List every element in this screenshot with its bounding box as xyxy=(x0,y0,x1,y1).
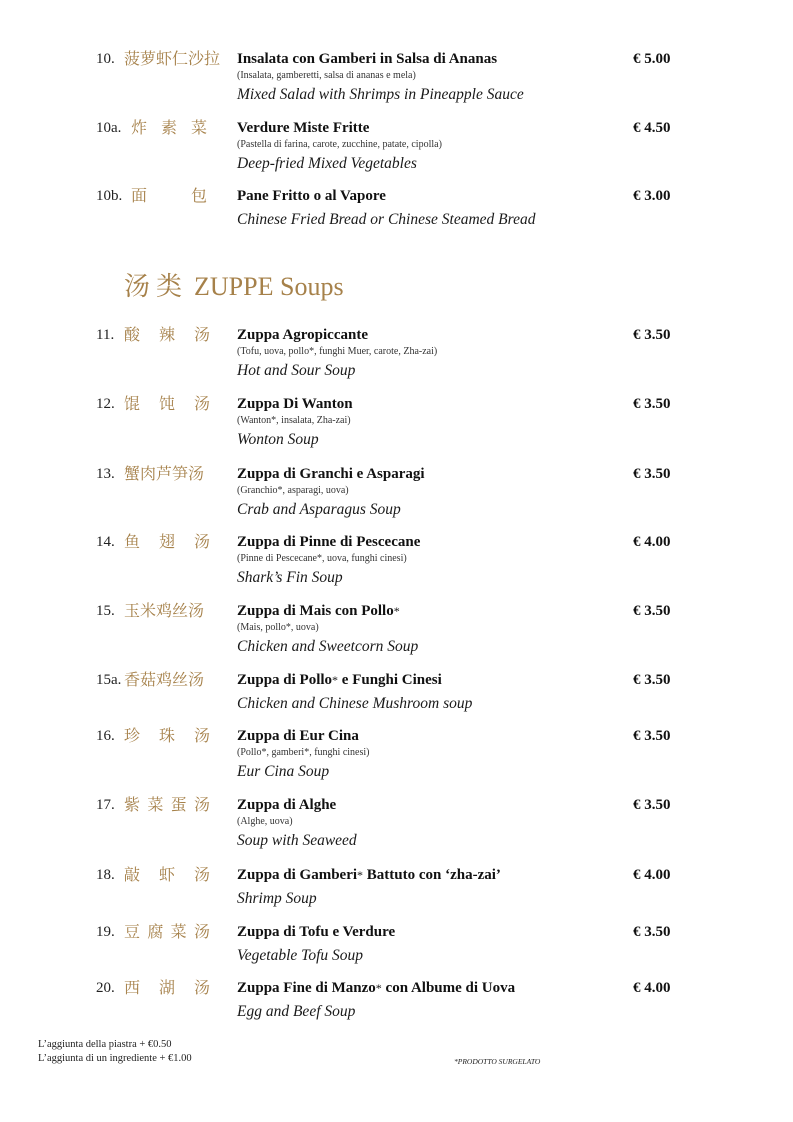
item-italian-name xyxy=(237,923,395,941)
chinese-character: 汤 xyxy=(193,922,210,941)
item-chinese-name xyxy=(124,602,204,620)
section-title-soups xyxy=(124,272,344,302)
chinese-character: 汤 xyxy=(193,865,210,884)
chinese-character: 汤 xyxy=(193,726,210,745)
italian-name-text: Pane Fritto o al Vapore xyxy=(237,188,386,204)
italian-name-continuation: con Albume di Uova xyxy=(381,980,516,996)
chinese-character: 珍 xyxy=(124,726,141,745)
item-english-name: Shark’s Fin Soup xyxy=(237,569,343,586)
italian-name-text: Zuppa Di Wanton xyxy=(237,396,353,412)
chinese-character: 炸 xyxy=(131,118,148,137)
item-chinese-name xyxy=(124,465,204,483)
item-price: € 3.50 xyxy=(633,797,671,813)
item-ingredients: (Alghe, uova) xyxy=(237,816,293,827)
item-italian-name xyxy=(237,395,353,413)
item-number: 10b. xyxy=(96,188,123,204)
item-italian-name xyxy=(237,979,515,997)
italian-name-continuation: Battuto con ‘zha-zai’ xyxy=(363,867,501,883)
chinese-character: 素 xyxy=(160,118,177,137)
italian-name-text: Zuppa Fine di Manzo xyxy=(237,980,376,996)
chinese-character: 汤 xyxy=(193,978,210,997)
item-ingredients: (Granchio*, asparagi, uova) xyxy=(237,485,349,496)
footer-frozen-note: *PRODOTTO SURGELATO xyxy=(454,1057,541,1066)
frozen-asterisk: * xyxy=(375,981,382,995)
item-english-name: Soup with Seaweed xyxy=(237,832,357,849)
chinese-character: 汤 xyxy=(193,394,210,413)
item-chinese-name xyxy=(124,727,210,745)
chinese-character: 菜 xyxy=(147,795,164,814)
chinese-character: 腐 xyxy=(147,922,164,941)
item-chinese-name xyxy=(124,979,210,997)
footer-extra-ingredient: L’aggiunta di un ingrediente + €1.00 xyxy=(38,1053,192,1064)
chinese-character: 汤 xyxy=(193,325,210,344)
item-english-name: Hot and Sour Soup xyxy=(237,362,356,379)
item-price: € 3.50 xyxy=(633,672,671,688)
italian-name-text: Zuppa di Granchi e Asparagi xyxy=(237,466,425,482)
item-chinese-name xyxy=(124,50,220,68)
item-price: € 4.00 xyxy=(633,867,671,883)
item-english-name: Deep-fried Mixed Vegetables xyxy=(237,155,417,172)
item-number: 12. xyxy=(96,396,115,412)
item-english-name: Egg and Beef Soup xyxy=(237,1003,356,1020)
item-price: € 4.00 xyxy=(633,534,671,550)
item-number: 18. xyxy=(96,867,115,883)
item-number: 11. xyxy=(96,327,115,343)
item-number: 15. xyxy=(96,603,115,619)
chinese-character: 蛋 xyxy=(170,795,187,814)
italian-name-text: Zuppa di Mais con Pollo xyxy=(237,603,394,619)
item-italian-name xyxy=(237,326,368,344)
footer-extra-plate: L’aggiunta della piastra + €0.50 xyxy=(38,1039,172,1050)
chinese-character: 鱼 xyxy=(124,532,141,551)
item-price: € 4.50 xyxy=(633,120,671,136)
italian-name-text: Zuppa Agropiccante xyxy=(237,327,368,343)
chinese-character: 面 xyxy=(131,186,148,205)
chinese-character: 虾 xyxy=(158,865,175,884)
item-chinese-name xyxy=(124,326,210,344)
chinese-character: 包 xyxy=(190,186,207,205)
item-chinese-name xyxy=(131,119,207,137)
item-english-name: Shrimp Soup xyxy=(237,890,317,907)
chinese-character: 敲 xyxy=(124,865,141,884)
item-italian-name xyxy=(237,533,420,551)
item-english-name: Vegetable Tofu Soup xyxy=(237,947,364,964)
item-ingredients: (Mais, pollo*, uova) xyxy=(237,622,319,633)
italian-name-text: Zuppa di Eur Cina xyxy=(237,728,359,744)
chinese-character: 珠 xyxy=(158,726,175,745)
item-ingredients: (Tofu, uova, pollo*, funghi Muer, carote, Zha-zai) xyxy=(237,346,438,357)
item-italian-name xyxy=(237,119,369,137)
item-chinese-name xyxy=(124,671,204,689)
item-chinese-name xyxy=(131,187,207,205)
item-number: 15a. xyxy=(96,672,122,688)
item-chinese-name xyxy=(124,395,210,413)
item-english-name: Wonton Soup xyxy=(237,431,319,448)
item-number: 10. xyxy=(96,51,115,67)
chinese-character: 翅 xyxy=(158,532,175,551)
frozen-asterisk: * xyxy=(357,868,364,882)
chinese-character: 玉米鸡丝汤 xyxy=(124,601,205,620)
italian-name-continuation: e Funghi Cinesi xyxy=(338,672,442,688)
italian-name-text: Zuppa di Gamberi xyxy=(237,867,358,883)
item-number: 17. xyxy=(96,797,115,813)
item-number: 13. xyxy=(96,466,115,482)
item-ingredients: (Pastella di farina, carote, zucchine, patate, cipolla) xyxy=(237,139,442,150)
item-number: 19. xyxy=(96,924,115,940)
chinese-character: 汤 xyxy=(193,795,210,814)
item-italian-name xyxy=(237,796,336,814)
item-italian-name xyxy=(237,187,386,205)
item-chinese-name xyxy=(124,533,210,551)
item-price: € 3.50 xyxy=(633,327,671,343)
item-chinese-name xyxy=(124,923,210,941)
item-ingredients: (Insalata, gamberetti, salsa di ananas e mela) xyxy=(237,70,416,81)
item-number: 16. xyxy=(96,728,115,744)
chinese-character: 辣 xyxy=(158,325,175,344)
item-number: 20. xyxy=(96,980,115,996)
chinese-character: 菠萝虾仁沙拉 xyxy=(124,49,221,68)
item-price: € 5.00 xyxy=(633,51,671,67)
item-italian-name xyxy=(237,671,442,689)
item-number: 14. xyxy=(96,534,115,550)
chinese-character: 紫 xyxy=(124,795,141,814)
chinese-character: 菜 xyxy=(190,118,207,137)
italian-name-text: Verdure Miste Fritte xyxy=(237,120,370,136)
item-italian-name xyxy=(237,50,497,68)
item-chinese-name xyxy=(124,866,210,884)
section-title-english: Soups xyxy=(279,272,344,301)
item-italian-name xyxy=(237,866,501,884)
chinese-character: 菜 xyxy=(170,922,187,941)
item-number: 10a. xyxy=(96,120,122,136)
chinese-character: 豆 xyxy=(124,922,141,941)
item-ingredients: (Pinne di Pescecane*, uova, funghi cinesi) xyxy=(237,553,407,564)
chinese-character: 香菇鸡丝汤 xyxy=(124,670,205,689)
item-chinese-name xyxy=(124,796,210,814)
item-italian-name xyxy=(237,602,400,620)
chinese-character: 饨 xyxy=(158,394,175,413)
section-title-chinese: 汤类 xyxy=(124,272,189,302)
italian-name-text: Zuppa di Pinne di Pescecane xyxy=(237,534,421,550)
frozen-asterisk: * xyxy=(393,604,400,618)
frozen-asterisk: * xyxy=(332,673,339,687)
italian-name-text: Insalata con Gamberi in Salsa di Ananas xyxy=(237,51,498,67)
chinese-character: 酸 xyxy=(124,325,141,344)
item-price: € 3.50 xyxy=(633,924,671,940)
item-english-name: Crab and Asparagus Soup xyxy=(237,501,401,518)
italian-name-text: Zuppa di Alghe xyxy=(237,797,337,813)
chinese-character: 西 xyxy=(124,978,141,997)
chinese-character: 汤 xyxy=(193,532,210,551)
italian-name-text: Zuppa di Tofu e Verdure xyxy=(237,924,396,940)
section-title-italian: ZUPPE xyxy=(194,272,274,301)
item-ingredients: (Wanton*, insalata, Zha-zai) xyxy=(237,415,351,426)
item-price: € 3.00 xyxy=(633,188,671,204)
item-price: € 3.50 xyxy=(633,728,671,744)
item-english-name: Chicken and Chinese Mushroom soup xyxy=(237,695,473,712)
item-price: € 3.50 xyxy=(633,466,671,482)
item-english-name: Chinese Fried Bread or Chinese Steamed Bread xyxy=(237,211,536,228)
item-price: € 3.50 xyxy=(633,396,671,412)
chinese-character: 蟹肉芦笋汤 xyxy=(124,464,205,483)
item-price: € 4.00 xyxy=(633,980,671,996)
item-english-name: Mixed Salad with Shrimps in Pineapple Sauce xyxy=(237,86,524,103)
item-ingredients: (Pollo*, gamberi*, funghi cinesi) xyxy=(237,747,370,758)
item-italian-name xyxy=(237,727,359,745)
item-italian-name xyxy=(237,465,425,483)
italian-name-text: Zuppa di Pollo xyxy=(237,672,333,688)
chinese-character: 湖 xyxy=(158,978,175,997)
item-english-name: Eur Cina Soup xyxy=(237,763,330,780)
item-english-name: Chicken and Sweetcorn Soup xyxy=(237,638,419,655)
item-price: € 3.50 xyxy=(633,603,671,619)
chinese-character: 馄 xyxy=(124,394,141,413)
